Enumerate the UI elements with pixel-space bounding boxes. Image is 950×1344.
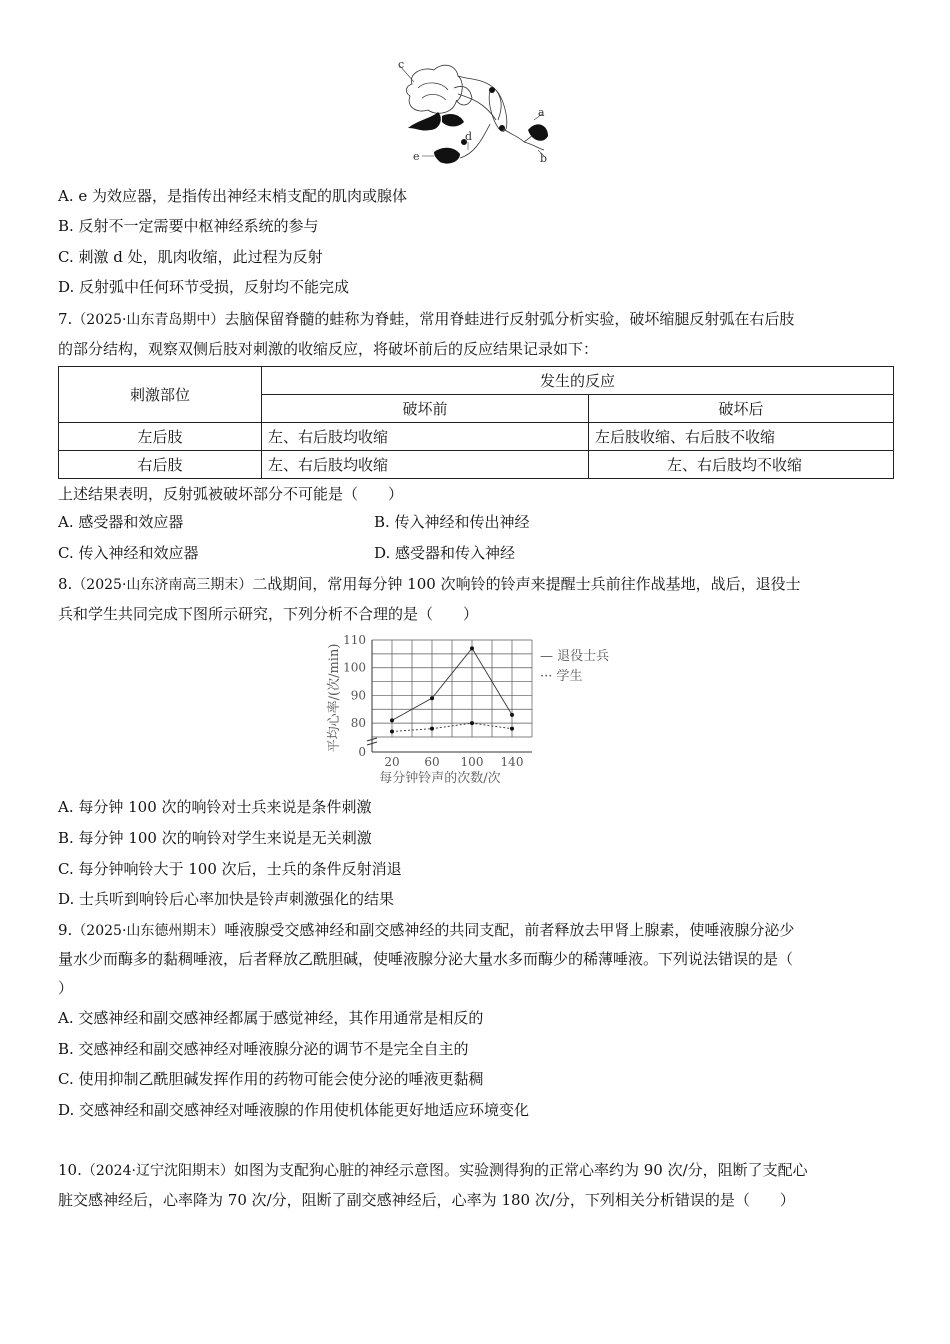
table-row [59,423,894,451]
reflex-arc-figure [398,58,563,170]
q8-source: （2025·山东济南高三期末） [72,577,253,593]
q9-option-b[interactable]: B. 交感神经和副交感神经对唾液腺分泌的调节不是完全自主的 [58,1040,469,1058]
q6-option-a[interactable]: A. e 为效应器，是指传出神经末梢支配的肌肉或腺体 [58,187,408,205]
label-e: e [413,150,420,163]
q7-question: 上述结果表明，反射弧被破坏部分不可能是（ ） [58,485,404,503]
q9-source: （2025·山东德州期末） [72,923,225,939]
q9-stem-line2: 量水少而酶多的黏稠唾液，后者释放乙酰胆碱，使唾液腺分泌大量水多而酶少的稀薄唾液。下列说法错误的是（ [58,950,794,968]
legend-students: ··· 学生 [540,669,583,684]
q9-option-c[interactable]: C. 使用抑制乙酰胆碱发挥作用的药物可能会使分泌的唾液更黏稠 [58,1070,484,1088]
q7-source: （2025·山东青岛期中） [72,312,225,328]
q7-stem-line2: 的部分结构，观察双侧后肢对刺激的收缩反应，将破坏前后的反应结果记录如下： [58,340,599,358]
q10-number: 10. [58,1161,82,1179]
q8-option-c[interactable]: C. 每分钟响铃大于 100 次后，士兵的条件反射消退 [58,860,402,878]
q9-stem-line3: ） [58,979,74,997]
q10-source: （2024·辽宁沈阳期末） [81,1163,234,1179]
q8-number: 8. [58,575,73,593]
q7-option-d[interactable]: D. 感受器和传入神经 [374,544,516,562]
table-cell-after: 左、右后肢均不收缩 [589,451,894,479]
q7-stem-text: 去脑保留脊髓的蛙称为脊蛙，常用脊蛙进行反射弧分析实验，破坏缩腿反射弧在右后肢 [224,310,795,328]
q10-stem-line1 [58,1160,808,1181]
y-tick-label: 90 [350,688,366,703]
q8-stem-line2: 兵和学生共同完成下图所示研究，下列分析不合理的是（ ） [58,605,479,623]
q6-option-d[interactable]: D. 反射弧中任何环节受损，反射均不能完成 [58,278,350,296]
point-students [470,721,474,725]
label-b: b [540,152,548,165]
q9-number: 9. [58,921,73,939]
point-students [510,727,514,731]
q6-option-c[interactable]: C. 刺激 d 处，肌肉收缩，此过程为反射 [58,248,323,266]
q10-stem-line2: 脏交感神经后，心率降为 70 次/分，阻断了副交感神经后，心率为 180 次/分，下列相关分析错误的是（ ） [58,1191,795,1209]
y-tick-label: 0 [358,745,366,759]
table-row [59,451,894,479]
point-soldiers [430,696,434,700]
x-tick-label: 20 [384,755,400,769]
q7-stem-line1 [58,309,794,330]
label-d: d [465,130,473,143]
table-cell-site: 右后肢 [59,451,262,479]
point-soldiers [470,646,474,650]
y-tick-label: 100 [343,660,366,675]
y-axis-label: 平均心率/(次/min) [327,643,342,753]
table-cell-site: 左后肢 [59,423,262,451]
y-tick-label: 80 [350,716,366,731]
table-header-after: 破坏后 [589,395,894,423]
q9-option-a[interactable]: A. 交感神经和副交感神经都属于感觉神经，其作用通常是相反的 [58,1009,484,1027]
x-tick-label: 140 [500,755,524,769]
q10-stem-text: 如图为支配狗心脏的神经示意图。实验测得狗的正常心率约为 90 次/分，阻断了支配心 [233,1161,808,1179]
q8-stem-line1 [58,574,801,595]
legend-soldiers: — 退役士兵 [540,649,610,664]
table-header-before: 破坏前 [262,395,589,423]
q7-option-a[interactable]: A. 感受器和效应器 [58,513,184,531]
y-tick-label: 110 [343,633,366,647]
table-cell-before: 左、右后肢均收缩 [262,423,589,451]
point-soldiers [510,713,514,717]
x-tick-label: 60 [424,755,440,769]
point-students [430,727,434,731]
table-cell-after: 左后肢收缩、右后肢不收缩 [589,423,894,451]
chart-grid [367,640,532,752]
q9-stem-line1 [58,920,794,941]
point-soldiers [390,718,394,722]
table-header-site: 刺激部位 [59,367,262,423]
point-students [390,729,394,733]
x-axis-label: 每分钟铃声的次数/次 [379,771,501,786]
q7-results-table [58,366,894,479]
q9-option-d[interactable]: D. 交感神经和副交感神经对唾液腺的作用使机体能更好地适应环境变化 [58,1101,530,1119]
q6-option-b[interactable]: B. 反射不一定需要中枢神经系统的参与 [58,217,319,235]
heart-rate-chart [322,630,632,788]
q8-option-b[interactable]: B. 每分钟 100 次的响铃对学生来说是无关刺激 [58,829,372,847]
q7-option-c[interactable]: C. 传入神经和效应器 [58,544,199,562]
q9-stem-text: 唾液腺受交感神经和副交感神经的共同支配，前者释放去甲肾上腺素，使唾液腺分泌少 [224,921,795,939]
q8-option-a[interactable]: A. 每分钟 100 次的响铃对士兵来说是条件刺激 [58,798,372,816]
q8-option-d[interactable]: D. 士兵听到响铃后心率加快是铃声刺激强化的结果 [58,890,395,908]
label-a: a [538,106,545,119]
q7-option-b[interactable]: B. 传入神经和传出神经 [374,513,530,531]
table-header-reaction: 发生的反应 [262,367,894,395]
q8-stem-text: 二战期间，常用每分钟 100 次响铃的铃声来提醒士兵前往作战基地，战后，退役士 [252,575,801,593]
q7-number: 7. [58,310,73,328]
label-c: c [398,58,405,71]
table-cell-before: 左、右后肢均收缩 [262,451,589,479]
x-tick-label: 100 [460,755,484,769]
